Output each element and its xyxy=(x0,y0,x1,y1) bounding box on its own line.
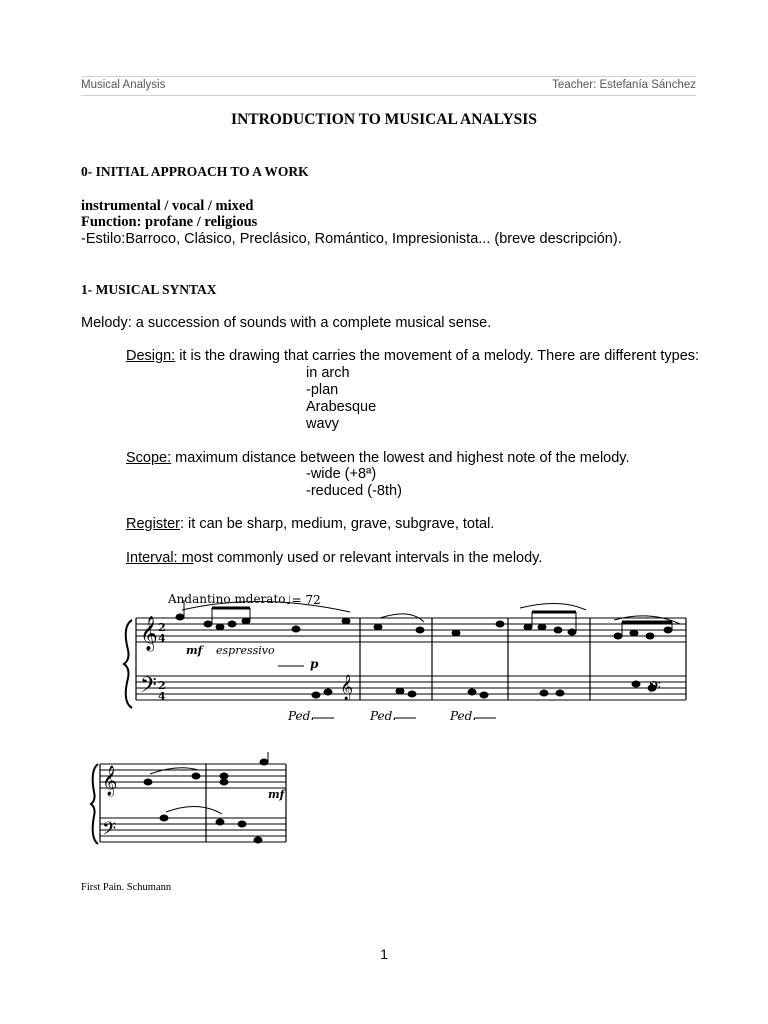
header-course: Musical Analysis xyxy=(81,79,166,91)
time-signature-icon: 4 xyxy=(158,690,166,703)
interval-text: ost commonly used or relevant intervals in the melody. xyxy=(193,550,543,566)
tempo-marking: Andantino mderato xyxy=(168,592,286,606)
scope-item: -wide (+8ª) xyxy=(306,466,377,482)
dynamic-marking: mf xyxy=(186,644,203,657)
design-paragraph xyxy=(126,348,699,364)
bass-clef-icon: 𝄢 xyxy=(648,677,661,701)
bass-clef-icon: 𝄢 xyxy=(102,819,117,844)
score-excerpt-1 xyxy=(120,588,695,728)
bass-notes xyxy=(312,681,656,698)
scope-paragraph xyxy=(126,450,630,466)
section0-style-line: -Estilo:Barroco, Clásico, Preclásico, Romántico, Impresionista... (breve descripción). xyxy=(81,231,622,247)
slurs xyxy=(150,768,222,814)
brace xyxy=(91,764,98,844)
time-signature-icon: 2 xyxy=(158,621,166,634)
register-text: : it can be sharp, medium, grave, subgrave, total. xyxy=(180,516,495,532)
design-item: wavy xyxy=(306,416,340,432)
design-item: Arabesque xyxy=(306,399,377,415)
treble-clef-icon: 𝄞 xyxy=(102,766,118,796)
design-item: -plan xyxy=(306,382,339,398)
design-label: Design: xyxy=(126,348,176,364)
metronome-marking: ♩= 72 xyxy=(286,593,321,607)
page-header xyxy=(81,76,696,96)
melody-definition: Melody: a succession of sounds with a complete musical sense. xyxy=(81,315,492,331)
register-paragraph xyxy=(126,516,494,532)
score-excerpt-2 xyxy=(88,752,293,854)
dynamic-marking: espressivo xyxy=(216,644,275,657)
header-teacher: Teacher: Estefanía Sánchez xyxy=(552,79,696,91)
register-label: Register xyxy=(126,516,180,532)
scope-label: Scope: xyxy=(126,450,172,466)
interval-label: Interval: m xyxy=(126,550,194,566)
section0-heading: 0- INITIAL APPROACH TO A WORK xyxy=(81,164,309,179)
page-number: 1 xyxy=(380,946,388,962)
pedal-marking: Ped. xyxy=(450,709,477,723)
treble-clef-icon: 𝄞 xyxy=(340,675,354,700)
document-title: INTRODUCTION TO MUSICAL ANALYSIS xyxy=(231,111,537,128)
figure-caption: First Pain. Schumann xyxy=(81,882,172,893)
design-item: in arch xyxy=(306,365,350,381)
design-text: it is the drawing that carries the movement of a melody. There are different types: xyxy=(175,348,700,364)
section0-line1: instrumental / vocal / mixed xyxy=(81,198,254,214)
scope-text: maximum distance between the lowest and highest note of the melody. xyxy=(171,450,630,466)
brace xyxy=(124,620,132,708)
time-signature-icon: 2 xyxy=(158,679,166,692)
dynamic-marking: p xyxy=(310,657,319,671)
bass-clef-icon: 𝄢 xyxy=(140,673,157,703)
interval-paragraph xyxy=(126,550,542,566)
time-signature-icon: 4 xyxy=(158,632,166,645)
pedal-marking: Ped. xyxy=(370,709,397,723)
dynamic-marking: mf xyxy=(268,788,285,801)
treble-clef-icon: 𝄞 xyxy=(140,616,158,651)
scope-item: -reduced (-8th) xyxy=(306,483,402,499)
pedal-marking: Ped. xyxy=(288,709,315,723)
section1-heading: 1- MUSICAL SYNTAX xyxy=(81,282,217,297)
section0-line2: Function: profane / religious xyxy=(81,214,258,230)
